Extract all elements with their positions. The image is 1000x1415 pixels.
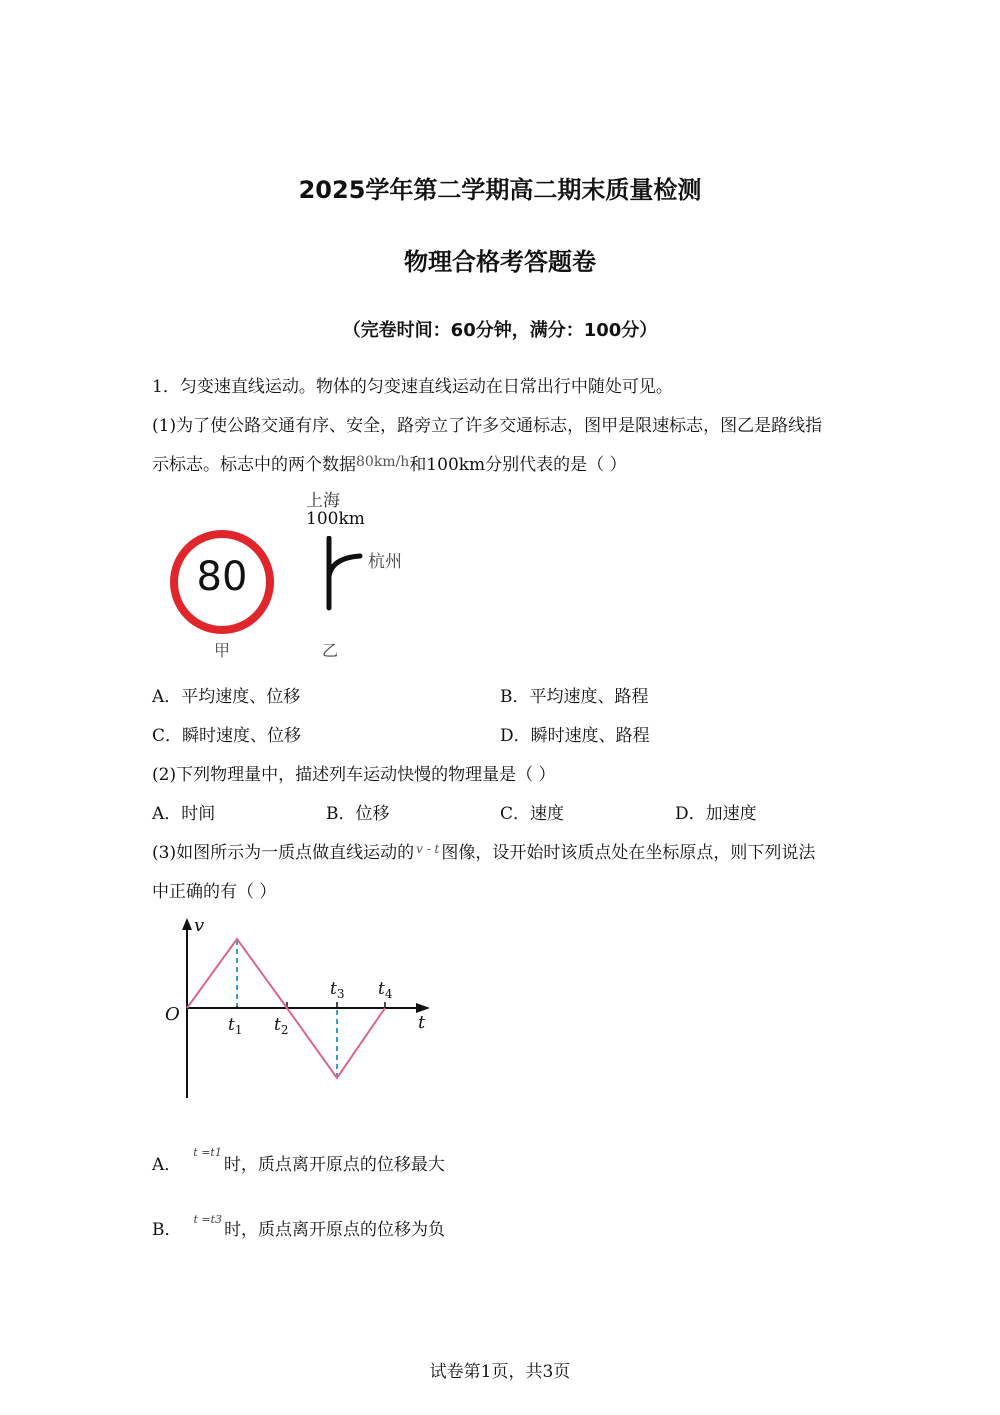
p1-option-a[interactable]: A．平均速度、位移 [152,687,301,707]
question-1-part3-line1 [152,838,815,863]
label-t2: $t_2$ [274,1015,289,1037]
label-t1: $t_1$ [228,1015,243,1037]
p1-option-c[interactable]: C．瞬时速度、位移 [152,726,302,746]
exam-info: （完卷时间：60分钟，满分：100分） [342,320,658,341]
route-city-right: 杭州 [368,552,402,572]
route-distance: 100km [306,509,365,529]
p3-a-text: 时，质点离开原点的位移最大 [223,1155,445,1175]
question-1-intro: 1．匀变速直线运动。物体的匀变速直线运动在日常出行中随处可见。 [152,377,673,397]
y-axis-label: v [194,915,205,936]
exam-subtitle: 物理合格考答题卷 [404,248,596,276]
speed-limit-sign [168,528,276,636]
p3-a-formula: t =t1 [193,1146,222,1159]
route-city-top: 上海 [306,491,340,511]
vt-formula: v - t [416,842,440,856]
p2-option-a[interactable]: A．时间 [152,804,216,824]
y-axis-arrow [182,918,192,930]
p3-option-a[interactable] [152,1146,445,1175]
vt-graph [160,912,440,1102]
speed-limit-value: 80 [196,554,248,600]
part3-text-a: (3)如图所示为一质点做直线运动的 [152,843,415,863]
p3-b-text: 时，质点离开原点的位移为负 [224,1220,446,1240]
question-1-part3-line2: 中正确的有（ ） [152,882,277,902]
question-1-part1-line1: (1)为了使公路交通有序、安全，路旁立了许多交通标志，图甲是限速标志，图乙是路线指 [152,416,823,436]
p1-option-d[interactable]: D．瞬时速度、路程 [500,726,650,746]
p3-b-formula: t =t3 [193,1213,223,1226]
label-t3: $t_3$ [330,979,345,1001]
p1-option-b[interactable]: B．平均速度、路程 [500,687,649,707]
p2-option-d[interactable]: D．加速度 [675,804,757,824]
part1-text-b: 和100km分别代表的是（ ） [409,455,627,475]
speed-formula: 80km/h [356,454,410,470]
sign-yi-caption: 乙 [322,641,339,660]
x-axis-label: t [418,1012,426,1033]
p2-option-b[interactable]: B．位移 [326,804,390,824]
part1-text-a: 示标志。标志中的两个数据 [152,455,356,475]
label-t4: $t_4$ [378,979,393,1001]
page-footer: 试卷第1页，共3页 [429,1362,571,1382]
question-1-part1-line2 [152,450,627,475]
p2-option-c[interactable]: C．速度 [500,804,565,824]
question-1-part2-stem: (2)下列物理量中，描述列车运动快慢的物理量是（ ） [152,765,556,785]
p3-option-b[interactable] [152,1215,445,1240]
p3-a-prefix: A． [152,1155,182,1175]
part3-text-b: 图像，设开始时该质点处在坐标原点，则下列说法 [441,843,816,863]
exam-title: 2025学年第二学期高二期末质量检测 [298,176,702,204]
vt-graph-svg [160,912,440,1102]
origin-label: O [165,1004,180,1025]
sign-jia-caption: 甲 [214,641,231,660]
route-sign-arrow [318,536,368,612]
p3-b-prefix: B． [152,1220,182,1240]
